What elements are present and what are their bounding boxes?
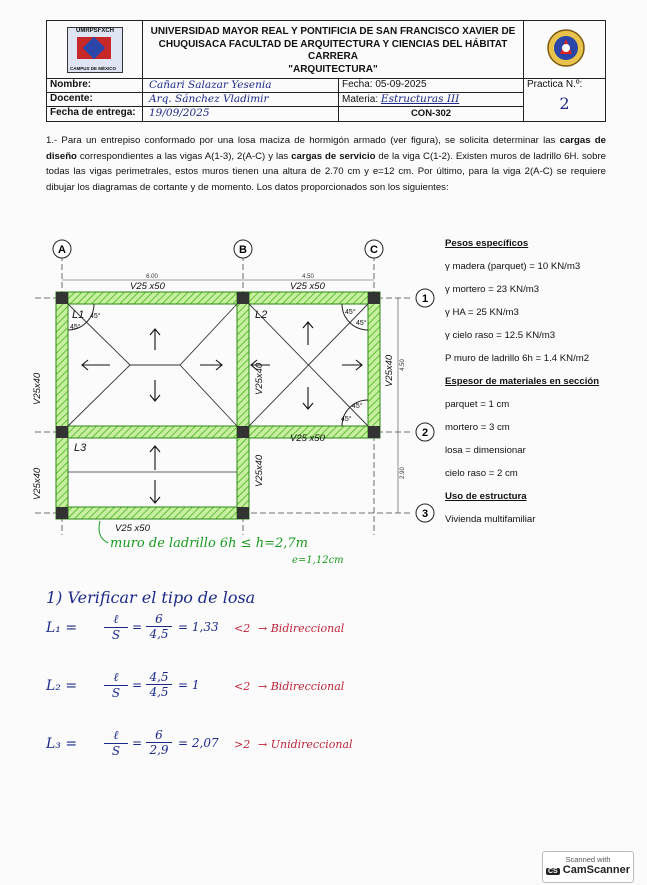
calc-row-1-name: L₁ = xyxy=(46,620,78,636)
entrega-label: Fecha de entrega: xyxy=(47,107,143,121)
camscanner-icon: CS xyxy=(547,868,558,875)
calc-row-1-cmp: <2 xyxy=(234,622,251,635)
uso-item: Vivienda multifamiliar xyxy=(445,514,536,525)
svg-text:V25 x50: V25 x50 xyxy=(290,433,325,444)
problem-bold-2: cargas de servicio xyxy=(291,150,376,162)
docente-value: Arq. Sánchez Vladimir xyxy=(143,93,339,107)
calc-row-3-type: → Unidireccional xyxy=(258,738,353,751)
dim-23: 2.90 xyxy=(400,467,406,479)
course-code: CON-302 xyxy=(339,107,524,121)
pesos-heading: Pesos específicos xyxy=(445,238,529,249)
material-properties xyxy=(445,238,599,537)
peso-item: P muro de ladrillo 6h = 1.4 KN/m2 xyxy=(445,353,590,364)
espesor-heading: Espesor de materiales en sección xyxy=(445,376,600,387)
problem-text-3: de la viga C(1-2). Existen muros de ladrillo 6H. sobre todas las vigas perimetrales, estos muros tienen una altura de 2.70 cm y e=12 cm. Por último, para la viga 2(A-C) se requiere dibujar los diagramas de cortante y de momento. Los datos proporcionados son los siguientes: xyxy=(46,150,607,193)
svg-text:V25x40: V25x40 xyxy=(254,362,265,395)
wall-leader xyxy=(99,521,108,543)
svg-text:V25 x50: V25 x50 xyxy=(115,523,150,534)
calc-row-1-result: = 1,33 xyxy=(178,620,219,634)
svg-text:45°: 45° xyxy=(356,320,367,327)
calc-row-1-type: → Bidireccional xyxy=(258,622,345,635)
problem-statement xyxy=(46,133,606,195)
materia-row xyxy=(339,93,524,107)
peso-item: γ HA = 25 KN/m3 xyxy=(445,307,519,318)
svg-text:V25x40: V25x40 xyxy=(32,467,43,500)
svg-text:45°: 45° xyxy=(345,309,356,316)
uso-heading: Uso de estructura xyxy=(445,491,527,502)
espesor-item: cielo raso = 2 cm xyxy=(445,468,518,479)
axis-c-label: C xyxy=(370,244,378,256)
espesor-item: losa = dimensionar xyxy=(445,445,526,456)
practica-value: 2 xyxy=(559,94,570,113)
axis-2-label: 2 xyxy=(421,427,429,439)
svg-text:45°: 45° xyxy=(352,403,363,410)
calc-row-2-type: → Bidireccional xyxy=(258,680,345,693)
logo-right-cell xyxy=(524,21,605,79)
axis-3-label: 3 xyxy=(421,508,429,520)
practica-label: Practica N.º: xyxy=(527,79,583,90)
docente-label: Docente: xyxy=(47,93,143,107)
header-table xyxy=(46,20,606,122)
calc-row-3-name: L₃ = xyxy=(46,736,78,752)
calc-row-1-frac2: 6 4,5 xyxy=(146,612,172,641)
camscanner-watermark xyxy=(542,851,634,883)
university-title: UNIVERSIDAD MAYOR REAL Y PONTIFICIA DE SAN FRANCISCO XAVIER DE CHUQUISACA FACULTAD DE ARQUITECTURA Y CIENCIAS DEL HÁBITAT CARRERA "ARQUITECTURA" xyxy=(143,21,524,79)
logo-left-cell xyxy=(47,21,143,79)
calc-block: L₁ = ℓ S = 6 4,5 = 1,33 <2 → Bidireccional L₂ = ℓ S = 4,5 4,5 = 1 <2 → Bidireccional L₃ = ℓ S = 6 2,9 = 2,07 >2 → Unidireccional xyxy=(46,612,353,758)
svg-text:V25x40: V25x40 xyxy=(32,372,43,405)
university-logo: UMRPSFXCH CAMPUS DE MÉXICO xyxy=(67,27,123,73)
slab-l3-label: L3 xyxy=(74,442,87,454)
svg-text:V25 x50: V25 x50 xyxy=(130,281,165,292)
materia-value: Estructuras III xyxy=(380,93,460,105)
axis-1-label: 1 xyxy=(421,293,429,305)
svg-text:V25x40: V25x40 xyxy=(384,354,395,387)
wall-note: muro de ladrillo 6h ≤ h=2,7m xyxy=(110,536,308,551)
calc-row-2-frac1: ℓ S xyxy=(104,670,128,700)
svg-text:V25 x50: V25 x50 xyxy=(290,281,325,292)
calc-row-1-frac1: ℓ S xyxy=(104,612,128,642)
camscanner-brand: CS CamScanner xyxy=(547,864,631,876)
calc-row-2-frac2: 4,5 4,5 xyxy=(146,670,172,699)
entrega-value: 19/09/2025 xyxy=(143,107,339,121)
svg-text:45°: 45° xyxy=(341,416,352,423)
wall-note-thickness: e=1,12cm xyxy=(292,555,344,566)
slab-l1-label: L1 xyxy=(72,309,85,321)
problem-text-1: 1.- Para un entrepiso conformado por una losa maciza de hormigón armado (ver figura), se solicita determinar las xyxy=(46,135,560,146)
peso-item: γ mortero = 23 KN/m3 xyxy=(445,284,540,295)
calc-row-2-result: = 1 xyxy=(178,678,200,692)
peso-item: γ cielo raso = 12.5 KN/m3 xyxy=(445,330,556,341)
calc-row-3-cmp: >2 xyxy=(234,738,251,751)
problem-bold-1: cargas de diseño xyxy=(46,135,606,162)
svg-text:45°: 45° xyxy=(70,324,81,331)
axis-b-label: B xyxy=(239,244,247,256)
floor-plan xyxy=(0,225,440,570)
axis-a-label: A xyxy=(58,244,66,256)
calc-row-3-frac2: 6 2,9 xyxy=(146,728,172,757)
dim-bc: 4.50 xyxy=(302,274,314,280)
calc-row-2-name: L₂ = xyxy=(46,678,78,694)
load-arrows xyxy=(82,322,362,503)
svg-text:V25x40: V25x40 xyxy=(254,454,265,487)
nombre-value: Cañari Salazar Yesenia xyxy=(143,79,339,93)
calc-row-2-cmp: <2 xyxy=(234,680,251,693)
svg-text:45°: 45° xyxy=(90,313,101,320)
problem-text-2: correspondientes a las vigas A(1-3), 2(A-C) y las xyxy=(76,150,292,162)
nombre-label: Nombre: xyxy=(47,79,143,93)
espesor-item: parquet = 1 cm xyxy=(445,399,510,410)
dim-ab: 6.00 xyxy=(146,274,158,280)
calc-heading: 1) Verificar el tipo de losa xyxy=(46,588,256,607)
dim-12: 4.50 xyxy=(400,359,406,371)
faculty-seal xyxy=(547,27,585,71)
fecha-label: Fecha: 05-09-2025 xyxy=(339,79,524,93)
calc-row-3-result: = 2,07 xyxy=(178,736,219,750)
slab-l2-label: L2 xyxy=(255,309,268,321)
calc-row-3-frac1: ℓ S xyxy=(104,728,128,758)
scanned-with-text: Scanned with xyxy=(565,855,611,864)
espesor-item: mortero = 3 cm xyxy=(445,422,510,433)
materia-label: Materia: xyxy=(342,94,379,105)
peso-item: γ madera (parquet) = 10 KN/m3 xyxy=(445,261,581,272)
